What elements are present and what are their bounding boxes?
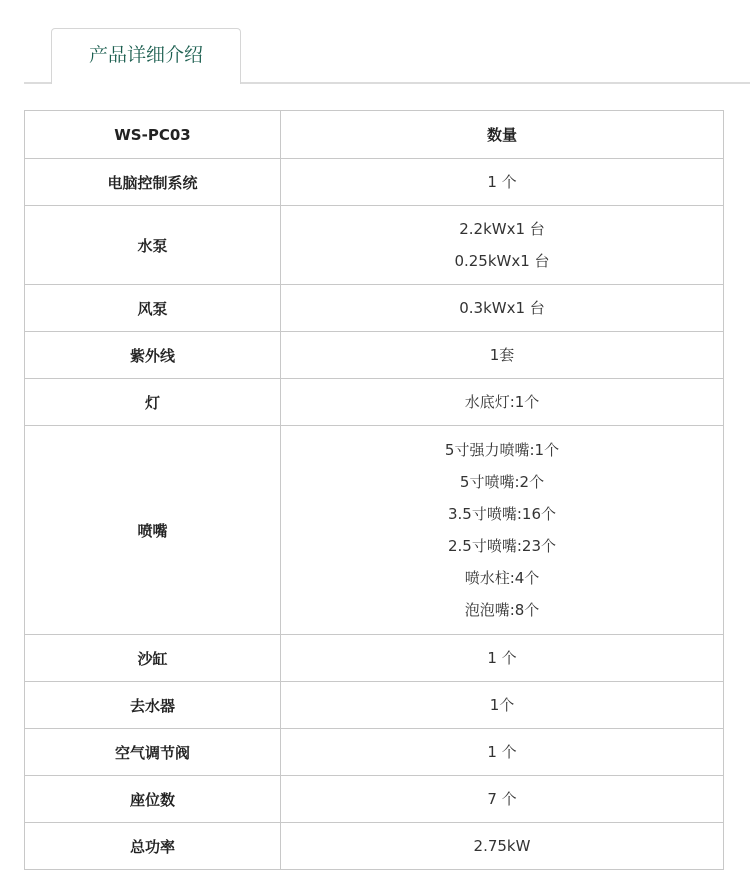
row-value-cell [281,682,724,729]
row-value-cell [281,159,724,206]
value-line: 2.5寸喷嘴:23个 [448,537,556,555]
table-row [25,776,724,823]
spec-table [24,110,724,870]
value-line: 0.25kWx1 台 [454,252,550,270]
value-line: 1 个 [487,649,517,667]
value-line: 3.5寸喷嘴:16个 [448,505,556,523]
row-name-cell: 灯 [25,379,281,426]
table-row [25,285,724,332]
spec-table-container [24,110,723,870]
tab-product-details[interactable]: 产品详细介绍 [51,28,241,84]
row-name-cell: 紫外线 [25,332,281,379]
table-row [25,682,724,729]
row-name-cell: 座位数 [25,776,281,823]
table-row [25,332,724,379]
row-value-cell [281,206,724,285]
table-row [25,379,724,426]
value-line: 7 个 [487,790,517,808]
table-row [25,635,724,682]
value-line: 1套 [489,346,515,364]
row-value-cell [281,635,724,682]
row-name-cell: 风泵 [25,285,281,332]
row-name-cell: 电脑控制系统 [25,159,281,206]
row-value-cell [281,285,724,332]
row-value-cell [281,729,724,776]
table-row [25,426,724,635]
row-value-cell [281,426,724,635]
row-name-cell: 空气调节阀 [25,729,281,776]
value-line: 2.2kWx1 台 [459,220,545,238]
value-line: 2.75kW [473,837,531,855]
value-line: 1 个 [487,173,517,191]
value-line: 1 个 [487,743,517,761]
row-value-cell [281,379,724,426]
table-row [25,159,724,206]
header-model-cell: WS-PC03 [25,111,281,159]
row-value-cell [281,823,724,870]
tab-bar [24,0,750,84]
row-value-cell [281,776,724,823]
row-name-cell: 水泵 [25,206,281,285]
value-line: 喷水柱:4个 [464,569,540,587]
row-name-cell: 喷嘴 [25,426,281,635]
table-row [25,729,724,776]
table-row [25,206,724,285]
value-line: 水底灯:1个 [464,393,540,411]
row-name-cell: 总功率 [25,823,281,870]
table-row [25,823,724,870]
value-line: 5寸强力喷嘴:1个 [444,441,560,459]
row-name-cell: 去水器 [25,682,281,729]
header-quantity-cell: 数量 [281,111,724,159]
value-line: 1个 [489,696,515,714]
value-line: 泡泡嘴:8个 [464,601,540,619]
value-line: 0.3kWx1 台 [459,299,545,317]
value-line: 5寸喷嘴:2个 [459,473,545,491]
row-value-cell [281,332,724,379]
row-name-cell: 沙缸 [25,635,281,682]
table-header-row [25,111,724,159]
